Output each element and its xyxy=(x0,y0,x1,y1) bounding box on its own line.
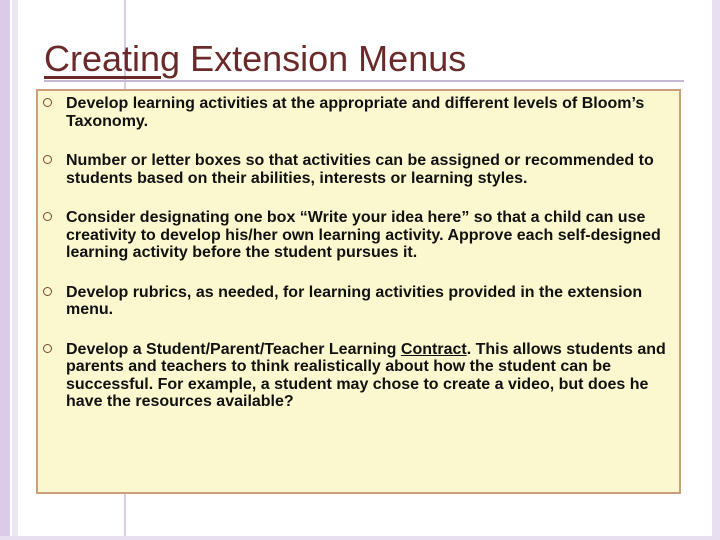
decorative-stripe xyxy=(12,0,18,540)
bullet-text: Develop learning activities at the appropriate and different levels of Bloom’s Taxonomy. xyxy=(66,95,645,130)
bullet-text-before: Develop a Student/Parent/Teacher Learning xyxy=(66,340,401,358)
bullet-text: Consider designating one box “Write your idea here” so that a child can use creativity to develop his/her own learning activity. Approve each self-designed learning activity before the student pursues it. xyxy=(66,209,661,261)
circle-bullet-icon xyxy=(43,98,52,107)
circle-bullet-icon xyxy=(43,344,52,353)
circle-bullet-icon xyxy=(43,155,52,164)
circle-bullet-icon xyxy=(43,287,52,296)
title-emphasis: Creating xyxy=(44,38,181,79)
content-box xyxy=(36,89,681,494)
decorative-stripe xyxy=(0,536,720,540)
bullet-text-after: . This allows students and parents and teachers to think realistically about how the student can be successful. For example, a student may chose to create a video, but does he have the resources available? xyxy=(66,340,666,410)
circle-bullet-icon xyxy=(43,212,52,221)
slide-title xyxy=(44,38,466,80)
bullet-item xyxy=(38,95,669,130)
bullet-item xyxy=(38,209,669,262)
bullet-text: Develop rubrics, as needed, for learning activities provided in the extension menu. xyxy=(66,283,643,318)
contract-term: Contract xyxy=(400,340,467,358)
title-divider xyxy=(44,80,684,82)
title-rest: Extension Menus xyxy=(180,38,467,79)
decorative-stripe xyxy=(712,0,720,540)
bullet-list xyxy=(38,95,669,411)
bullet-item xyxy=(38,341,669,411)
bullet-item xyxy=(38,152,669,187)
bullet-item xyxy=(38,284,669,319)
decorative-stripe xyxy=(0,0,10,540)
bullet-text: Number or letter boxes so that activities can be assigned or recommended to students based on their abilities, interests or learning styles. xyxy=(66,152,654,187)
